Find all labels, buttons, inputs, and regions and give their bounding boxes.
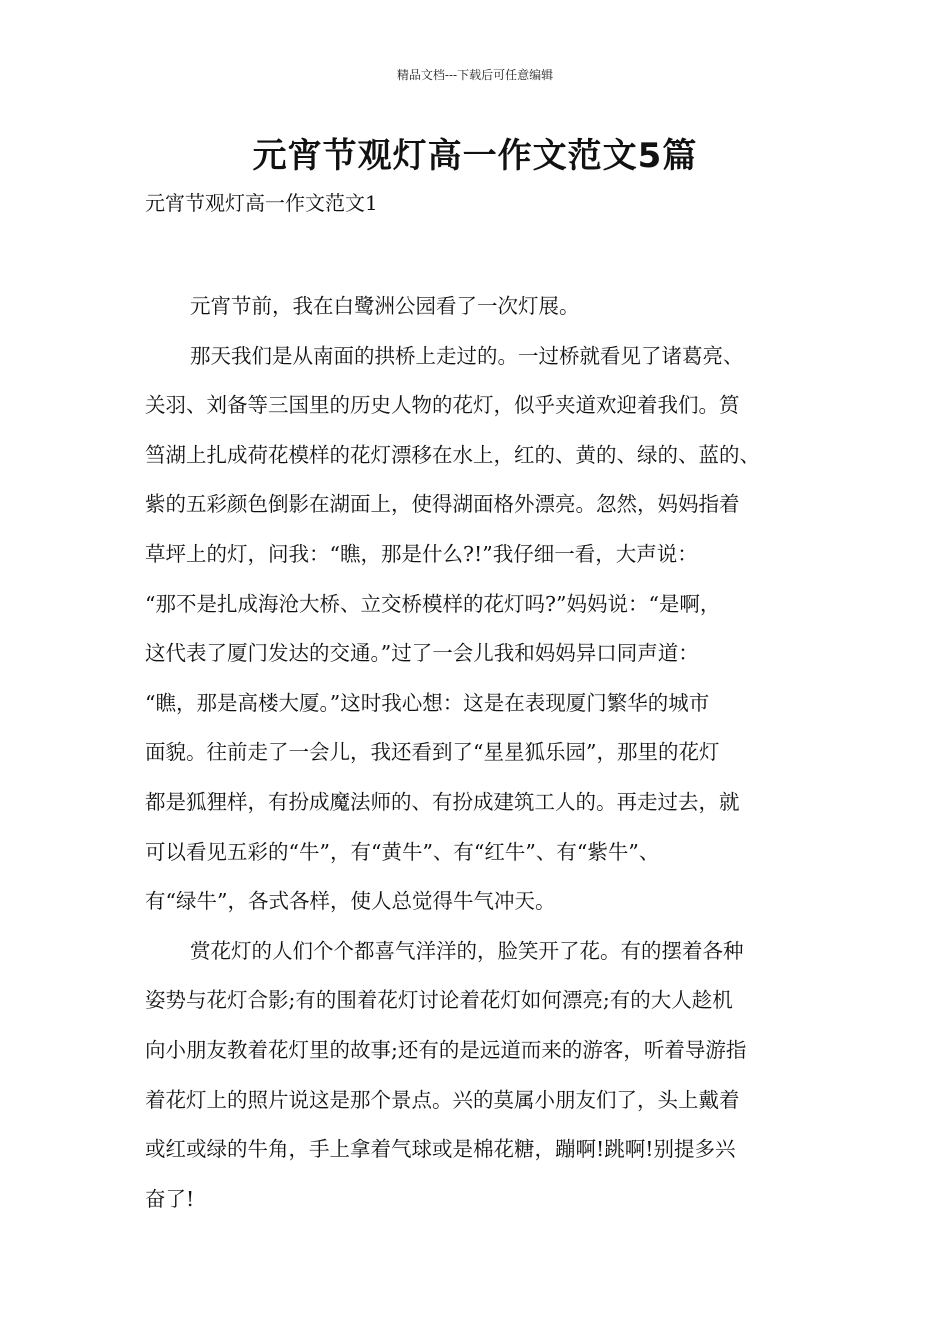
paragraph-line: 关羽、刘备等三国里的历史人物的花灯，似乎夹道欢迎着我们。筼 [145,393,740,418]
paragraph-line: 那天我们是从南面的拱桥上走过的。一过桥就看见了诸葛亮、 [190,343,744,368]
paragraph-line: “那不是扎成海沧大桥、立交桥模样的花灯吗?”妈妈说：“是啊， [145,591,721,616]
paragraph-line: 紫的五彩颜色倒影在湖面上，使得湖面格外漂亮。忽然，妈妈指着 [145,492,740,517]
document-title: 元宵节观灯高一作文范文5篇 [252,136,698,176]
paragraph-line: 有“绿牛”，各式各样，使人总觉得牛气冲天。 [145,889,556,914]
paragraph-line: 着花灯上的照片说这是那个景点。兴的莫属小朋友们了，头上戴着 [145,1087,740,1112]
paragraph-line: 或红或绿的牛角，手上拿着气球或是棉花糖，蹦啊!跳啊!别提多兴 [145,1137,736,1162]
paragraph-line: “瞧，那是高楼大厦。”这时我心想：这是在表现厦门繁华的城市 [145,690,710,715]
paragraph-line: 都是狐狸样，有扮成魔法师的、有扮成建筑工人的。再走过去，就 [145,789,740,814]
paragraph-line: 赏花灯的人们个个都喜气洋洋的，脸笑开了花。有的摆着各种 [190,938,744,963]
paragraph-line: 可以看见五彩的“牛”，有“黄牛”、有“红牛”、有“紫牛”、 [145,839,660,864]
paragraph-line: 姿势与花灯合影;有的围着花灯讨论着花灯如何漂亮;有的大人趁机 [145,988,733,1013]
paragraph-line: 元宵节前，我在白鹭洲公园看了一次灯展。 [190,294,580,318]
paragraph-line: 向小朋友教着花灯里的故事;还有的是远道而来的游客，听着导游指 [145,1037,747,1062]
article-body [145,282,825,1224]
section-title: 元宵节观灯高一作文范文1 [145,191,378,215]
page-header-note: 精品文档---下载后可任意编辑 [396,68,554,82]
paragraph-line: 筜湖上扎成荷花模样的花灯漂移在水上，红的、黄的、绿的、蓝的、 [145,442,760,467]
paragraph-line: 奋了! [145,1186,195,1211]
paragraph-line: 草坪上的灯，问我：“瞧，那是什么?!”我仔细一看，大声说： [145,541,698,566]
paragraph-line: 面貌。往前走了一会儿，我还看到了“星星狐乐园”，那里的花灯 [145,740,720,765]
paragraph-line: 这代表了厦门发达的交通。”过了一会儿我和妈妈异口同声道： [145,641,699,666]
